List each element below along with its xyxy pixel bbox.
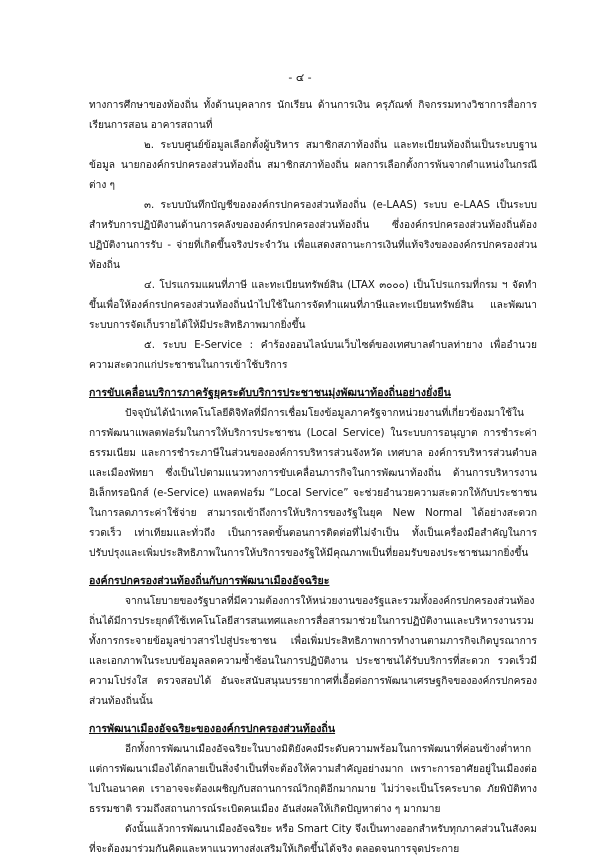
section-body-smart-city-development-1: อีกทั้งการพัฒนาเมืองอัจฉริยะในบางมิติยังคงมีระดับความพร้อมในการพัฒนาที่ค่อนข้างต่ำหากแต่การพัฒนาเมืองได้กลายเป็นสิ่งจำเป็นที่จะต้องให้ความสำคัญอย่างมาก เพราะการอาศัยอยู่ในเมืองต่อไปในอนาคต เราอาจจะต้องเผชิญกับสถานการณ์วิกฤติอีกมากมาย ไม่ว่าจะเป็นโรคระบาด ภัยพิบัติทางธรรมชาติ รวมถึงสถานการณ์ระเบิดคนเมือง อันส่งผลให้เกิดปัญหาต่าง ๆ มากมาย [89, 744, 537, 815]
page-number: - ๔ - [288, 71, 312, 84]
paragraph-item-2: ๒. ระบบศูนย์ข้อมูลเลือกตั้งผู้บริหาร สมาชิกสภาท้องถิ่น และทะเบียนท้องถิ่นเป็นระบบฐานข้อมูล นายกองค์กรปกครองส่วนท้องถิ่น สมาชิกสภาท้องถิ่น ผลการเลือกตั้งการพ้นจากตำแหน่งในกรณีต่าง ๆ [89, 140, 537, 191]
section-body-smart-city-local-gov: จากนโยบายของรัฐบาลที่มีความต้องการให้หน่วยงานของรัฐและรวมทั้งองค์กรปกครองส่วนท้องถิ่นได้มีการประยุกต์ใช้เทคโนโลยีสารสนเทศและการสื่อสารมาช่วยในการปฏิบัติงานและบริหารงานรวมทั้งการกระจายข้อมูลข่าวสารไปสู่ประชาชน เพื่อเพิ่มประสิทธิภาพการทำงานตามภารกิจเกิดบูรณาการและเอกภาพในระบบข้อมูลลดความซ้ำซ้อนในการปฏิบัติงาน ประชาชนได้รับบริการที่สะดวก รวดเร็วมีความโปร่งใส ตรวจสอบได้ อันจะสนับสนุนบรรยากาศที่เอื้อต่อการพัฒนาเศรษฐกิจขององค์กรปกครองส่วนท้องถิ่นนั้น [89, 596, 537, 707]
document-body [89, 96, 537, 860]
paragraph-item-3: ๓. ระบบบันทึกบัญชีขององค์กรปกครองส่วนท้องถิ่น (e-LAAS) ระบบ e-LAAS เป็นระบบสำหรับการปฏิบัติงานด้านการคลังขององค์กรปกครองส่วนท้องถิ่น ซึ่งองค์กรปกครองส่วนท้องถิ่นต้องปฏิบัติงานการรับ - จ่ายที่เกิดขึ้นจริงประจำวัน เพื่อแสดงสถานะการเงินที่แท้จริงขององค์กรปกครองส่วนท้องถิ่น [89, 200, 537, 271]
paragraph-education-continuation: ทางการศึกษาของท้องถิ่น ทั้งด้านบุคลากร นักเรียน ด้านการเงิน ครุภัณฑ์ กิจกรรมทางวิชาการสื่อการเรียนการสอน อาคารสถานที่ [89, 100, 537, 131]
paragraph-item-5: ๕. ระบบ E-Service : คำร้องออนไลน์บนเว็บไซต์ของเทศบาลตำบลท่ายาง เพื่ออำนวยความสะดวกแก่ประชาชนในการเข้าใช้บริการ [89, 340, 537, 371]
section-heading-public-service: การขับเคลื่อนบริการภาครัฐยุคระดับบริการประชาชนมุ่งพัฒนาท้องถิ่นอย่างยั่งยืน [89, 387, 451, 399]
section-heading-smart-city-local-gov: องค์กรปกครองส่วนท้องถิ่นกับการพัฒนาเมืองอัจฉริยะ [89, 575, 330, 587]
section-heading-smart-city-development: การพัฒนาเมืองอัจฉริยะขององค์กรปกครองส่วนท้องถิ่น [89, 723, 336, 735]
paragraph-item-4: ๔. โปรแกรมแผนที่ภาษี และทะเบียนทรัพย์สิน (LTAX ๓๐๐๐) เป็นโปรแกรมที่กรม ฯ จัดทำขึ้นเพื่อให้องค์กรปกครองส่วนท้องถิ่นนำไปใช้ในการจัดทำแผนที่ภาษีและทะเบียนทรัพย์สิน และพัฒนาระบบการจัดเก็บรายได้ให้มีประสิทธิภาพมากยิ่งขึ้น [89, 280, 537, 331]
section-body-public-service: ปัจจุบันได้นำเทคโนโลยีดิจิทัลที่มีการเชื่อมโยงข้อมูลภาครัฐจากหน่วยงานที่เกี่ยวข้องมาใช้ในการพัฒนาแพลตฟอร์มในการให้บริการประชาชน (Local Service) ในระบบการอนุญาต การชำระค่าธรรมเนียม และการชำระภาษีในส่วนขององค์การบริหารส่วนจังหวัด เทศบาล องค์การบริหารส่วนตำบลและเมืองพัทยา ซึ่งเป็นไปตามแนวทางการขับเคลื่อนภารกิจในการพัฒนาท้องถิ่น ด้านการบริหารงานอิเล็กทรอนิกส์ (e-Service) แพลตฟอร์ม “Local Service” จะช่วยอำนวยความสะดวกให้กับประชาชนในการลดภาระค่าใช้จ่าย สามารถเข้าถึงการให้บริการของรัฐในยุค New Normal ได้อย่างสะดวก รวดเร็ว เท่าเทียมและทั่วถึง เป็นการลดขั้นตอนการติดต่อที่ไม่จำเป็น ทั้งเป็นเครื่องมือสำคัญในการปรับปรุงและเพิ่มประสิทธิภาพในการให้บริการของรัฐให้มีคุณภาพเป็นที่ยอมรับของประชาชนมากยิ่งขึ้น [89, 408, 537, 559]
section-body-smart-city-development-2: ดังนั้นแล้วการพัฒนาเมืองอัจฉริยะ หรือ Smart City จึงเป็นทางออกสำหรับทุกภาคส่วนในสังคมที่จะต้องมาร่วมกันคิดและหาแนวทางส่งเสริมให้เกิดขึ้นได้จริง ตลอดจนการจุดประกาย [89, 824, 537, 855]
